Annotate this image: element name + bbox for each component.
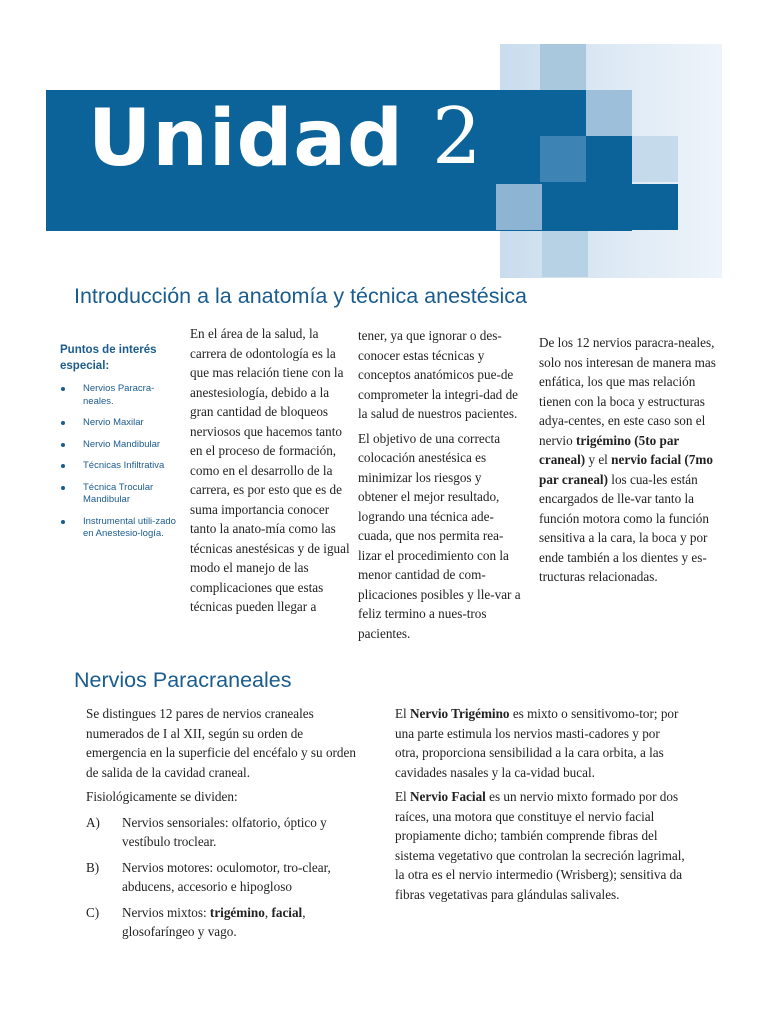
sidebar-item: Técnica Trocular Mandibular <box>60 482 180 507</box>
paragraph <box>539 333 719 587</box>
section-title-nervios: Nervios Paracraneales <box>74 668 292 692</box>
text-run: los cua-les están encargados de lle-var tanto la función motora como la función sensitiva a la cara, la boca y por ende también a los dientes y es-tructuras relacionadas. <box>539 471 709 584</box>
list-item <box>86 813 362 852</box>
text-run: Nervios mixtos: <box>122 904 210 920</box>
bold-term: nervio facial (7mo par craneal) <box>539 452 713 487</box>
paragraph: Fisiológicamente se dividen: <box>86 789 238 804</box>
intro-column-2 <box>358 326 524 648</box>
list-text: Nervios motores: oculomotor, tro-clear, abducens, accesorio e hipogloso <box>122 859 331 894</box>
text-run: El <box>395 789 411 804</box>
paragraph: Se distingues 12 pares de nervios craneales numerados de I al XII, según su orden de emergencia en la superficie del encéfalo y su orden de salida de la cavidad craneal. <box>86 706 356 780</box>
paragraph: El objetivo de una correcta colocación anestésica es minimizar los riesgos y obtener el mejor resultado, logrando una técnica ade-cuada, que nos permita rea-lizar el procedimiento con la menor cantidad de com-plicaciones posibles y lle-var a feliz termino a nues-tros pacientes. <box>358 430 521 641</box>
text-run: , <box>264 904 272 920</box>
list-item <box>86 903 362 942</box>
bold-term: Nervio Facial <box>410 789 486 804</box>
paragraph: tener, ya que ignorar o des-conocer estas técnicas y conceptos anatómicos pue-de comprometer la integri-dad de la salud de nuestros pacientes. <box>358 328 519 421</box>
list-letter: C) <box>86 904 100 920</box>
header-square <box>632 136 678 182</box>
nervios-column-right <box>395 704 685 909</box>
text-run: es un nervio mixto formado por dos raíces, una motora que constituye el nervio facial propiamente dicho; también comprende fibras del sistema vegetativo que controlan la secreción lagrimal, la otra es el nervio intermedio (Wrisberg); sensitiva da fibras vegetativas para glándulas salivales. <box>395 789 685 902</box>
paragraph <box>395 787 685 904</box>
sidebar-item: Técnicas Infiltrativa <box>60 460 180 473</box>
sidebar-list <box>60 383 180 541</box>
header-square <box>586 136 632 182</box>
sidebar-item: Instrumental utili-zado en Anestesio-logía. <box>60 516 180 541</box>
bold-term: Nervio Trigémino <box>410 706 510 721</box>
unit-number: 2 <box>432 92 482 182</box>
header-square <box>542 231 588 277</box>
sidebar-title: Puntos de interés especial: <box>60 344 157 372</box>
header-square <box>632 184 678 230</box>
section-title-intro: Introducción a la anatomía y técnica anestésica <box>74 284 527 308</box>
sidebar-item: Nervios Paracra-neales. <box>60 383 180 408</box>
intro-column-3 <box>539 333 719 592</box>
sidebar-points-of-interest <box>60 342 180 550</box>
list-text <box>122 903 362 942</box>
text-run: De los 12 nervios paracra-neales, solo nos interesan de manera mas enfática, los que mas relación tienen con la boca y estructuras adya-centes, en este caso son el nervio <box>539 335 716 448</box>
paragraph <box>395 704 685 782</box>
bold-term: facial <box>271 904 303 920</box>
intro-column-1 <box>190 324 350 622</box>
bold-term: trigémino (5to par craneal) <box>539 432 680 467</box>
list-text: Nervios sensoriales: olfatorio, óptico y vestíbulo troclear. <box>122 814 327 849</box>
header-square <box>540 44 586 90</box>
text-run: es mixto o sensitivomo-tor; por una parte estimula los nervios masti-cadores y por otra, proporciona sensibilidad a la cara orbita, a las cavidades nasales y la ca-vidad bucal. <box>395 706 679 780</box>
header-square <box>586 90 632 136</box>
header-square <box>496 184 542 230</box>
text-run: , glosofaríngeo y vago. <box>122 904 306 939</box>
unit-title: Unidad <box>88 94 404 184</box>
list-letter: A) <box>86 814 100 830</box>
list-letter: B) <box>86 859 100 875</box>
text-run: y el <box>585 452 612 467</box>
nervios-column-left <box>86 704 362 948</box>
header-square <box>540 136 586 182</box>
paragraph: En el área de la salud, la carrera de odontología es la que mas relación tiene con la anestesiología, debido a la gran cantidad de bloqueos nerviosos que hacemos tanto en el proceso de formación, como en el desarrollo de la carrera, es por esto que es de suma importancia conocer tanto la anato-mía como las técnicas anestésicas y de igual modo el manejo de las complicaciones que estas técnicas pueden llegar a <box>190 326 350 614</box>
text-run: El <box>395 706 411 721</box>
list-item <box>86 858 362 897</box>
bold-term: trigémino <box>209 904 265 920</box>
sidebar-item: Nervio Mandibular <box>60 439 180 452</box>
sidebar-item: Nervio Maxilar <box>60 417 180 430</box>
